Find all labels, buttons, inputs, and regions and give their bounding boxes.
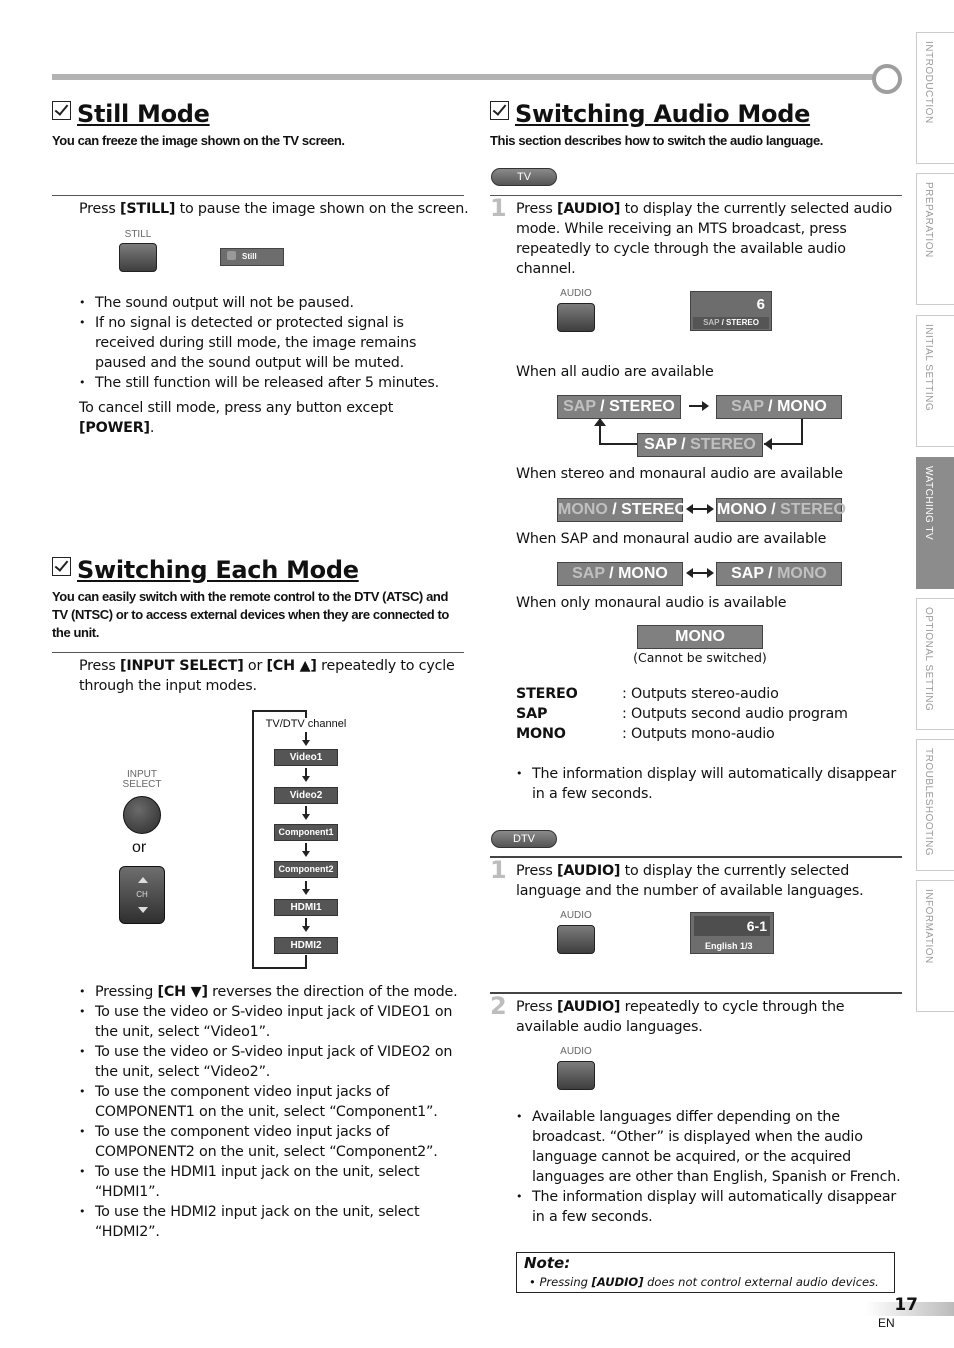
state-mono: MONO: [637, 625, 763, 649]
divider: [52, 652, 464, 653]
audio-button-label: AUDIO: [560, 288, 592, 299]
divider: [490, 195, 902, 196]
divider: [490, 992, 902, 994]
flow-arrow: [305, 732, 307, 740]
list-item: • The sound output will not be paused.: [79, 293, 464, 313]
flow-item-video2: Video2: [274, 787, 338, 804]
list-item: • Available languages differ depending on the broadcast. “Other” is displayed when the audio language cannot be acquired, or the acquired languages are other than English, Spanish or French.: [516, 1107, 901, 1187]
tab-watching-tv[interactable]: WATCHING TV: [916, 457, 954, 589]
tv-audio-osd: 6 SAP / STEREO: [690, 291, 772, 331]
step-number: 1: [490, 194, 507, 222]
list-item: • The information display will automatically disappear in a few seconds.: [516, 764, 901, 804]
definition-row: SAP : Outputs second audio program: [516, 706, 848, 722]
when-only-mono-label: When only monaural audio is available: [516, 595, 787, 611]
checkbox-icon: [52, 557, 71, 576]
arrow-right-icon: [702, 401, 709, 411]
page-number: 17: [894, 1295, 918, 1315]
list-item: • The still function will be released after 5 minutes.: [79, 373, 464, 393]
dtv-badge: DTV: [491, 830, 557, 848]
ch-up-icon: [138, 877, 148, 883]
note-text: • Pressing [AUDIO] does not control external audio devices.: [529, 1275, 879, 1289]
tab-preparation[interactable]: PREPARATION: [916, 173, 954, 305]
flow-arrow: [305, 843, 307, 851]
cycle-line: [599, 443, 637, 445]
state-sap-stereo: SAP / STEREO: [557, 395, 681, 419]
still-bullets: [79, 293, 464, 393]
checkbox-icon: [52, 101, 71, 120]
flow-arrow: [305, 881, 307, 889]
cannot-switch-note: (Cannot be switched): [633, 650, 767, 665]
tab-troubleshooting[interactable]: TROUBLESHOOTING: [916, 739, 954, 871]
still-instruction: Press [STILL] to pause the image shown on the screen.: [79, 201, 469, 217]
audio-button-icon: [557, 925, 595, 954]
definition-row: MONO : Outputs mono-audio: [516, 726, 775, 742]
list-item: • To use the component video input jacks of COMPONENT1 on the unit, select “Component1”.: [79, 1082, 464, 1122]
still-button-label: STILL: [124, 229, 152, 240]
flow-item-hdmi1: HDMI1: [274, 899, 338, 916]
flow-arrow: [305, 806, 307, 814]
list-item: • To use the HDMI2 input jack on the unit, select “HDMI2”.: [79, 1202, 464, 1242]
dtv-step2-text: Press [AUDIO] repeatedly to cycle through the available audio languages.: [516, 999, 845, 1035]
each-instruction: Press [INPUT SELECT] or [CH ▲] repeatedly to cycle through the input modes.: [79, 658, 455, 694]
arrow-down-icon: [302, 851, 310, 857]
list-item: • To use the video or S-video input jack of VIDEO2 on the unit, select “Video2”.: [79, 1042, 464, 1082]
tv-step-text: Press [AUDIO] to display the currently selected audio mode. While receiving an MTS broadcast, press repeatedly to cycle through the available audio channel.: [516, 201, 893, 277]
arrow-right-icon: [707, 568, 714, 578]
dtv-bullets: [516, 1107, 901, 1227]
audio-mode-subtitle: This section describes how to switch the audio language.: [490, 133, 823, 148]
arrow-left-icon: [686, 568, 693, 578]
still-button-icon: [119, 243, 157, 272]
arrow-down-icon: [302, 889, 310, 895]
when-stereo-mono-label: When stereo and monaural audio are available: [516, 466, 843, 482]
audio-button-icon: [557, 1061, 595, 1090]
tv-badge: TV: [491, 168, 557, 186]
checkbox-icon: [490, 101, 509, 120]
still-mode-subtitle: You can freeze the image shown on the TV screen.: [52, 133, 345, 148]
arrow-both-icon: [692, 508, 708, 510]
arrow-left-icon: [686, 504, 693, 514]
step-number: 1: [490, 856, 507, 884]
flow-arrow: [305, 768, 307, 776]
flow-return-line: [252, 710, 254, 969]
list-item: • The information display will automatically disappear in a few seconds.: [516, 1187, 901, 1227]
flow-start-label: TV/DTV channel: [265, 718, 347, 730]
flow-item-component1: Component1: [274, 824, 338, 841]
tab-information[interactable]: INFORMATION: [916, 880, 954, 1012]
arrow-down-icon: [302, 776, 310, 782]
flow-item-component2: Component2: [274, 861, 338, 878]
audio-button-label: AUDIO: [560, 910, 592, 921]
tv-info-bullet: [516, 764, 901, 804]
dtv-audio-osd: 6-1 English 1/3: [690, 912, 774, 954]
cycle-line: [801, 419, 803, 445]
divider: [52, 195, 464, 196]
note-box: [516, 1252, 895, 1293]
dtv-step1-text: Press [AUDIO] to display the currently selected language and the number of available languages.: [516, 863, 864, 899]
arrow-left-icon: [764, 438, 772, 450]
state-mono-stereo-dim: MONO / STEREO: [716, 498, 842, 522]
flow-connector: [305, 955, 307, 969]
when-sap-mono-label: When SAP and monaural audio are available: [516, 531, 827, 547]
switching-each-mode-heading: Switching Each Mode: [52, 556, 359, 584]
still-mode-heading: Still Mode: [52, 100, 210, 128]
divider: [490, 856, 902, 858]
arrow-down-icon: [302, 740, 310, 746]
flow-connector: [305, 710, 307, 718]
state-sap-stereo-dim: SAP / STEREO: [637, 433, 763, 457]
arrow-right-icon: [707, 504, 714, 514]
header-rule: [52, 74, 874, 80]
tab-initial-setting[interactable]: INITIAL SETTING: [916, 315, 954, 447]
pause-icon: [227, 251, 236, 260]
list-item: • To use the video or S-video input jack of VIDEO1 on the unit, select “Video1”.: [79, 1002, 464, 1042]
input-select-label: INPUT SELECT: [122, 769, 162, 790]
definition-row: STEREO : Outputs stereo-audio: [516, 686, 779, 702]
list-item: • To use the component video input jacks of COMPONENT2 on the unit, select “Component2”.: [79, 1122, 464, 1162]
switching-audio-mode-heading: Switching Audio Mode: [490, 100, 810, 128]
state-sap-mono-2: SAP / MONO: [557, 562, 683, 586]
tab-introduction[interactable]: INTRODUCTION: [916, 32, 954, 164]
list-item: • Pressing [CH ▼] reverses the direction of the mode.: [79, 982, 464, 1002]
flow-arrow: [305, 918, 307, 926]
state-sap-mono-dim: SAP / MONO: [716, 562, 842, 586]
audio-definitions: [516, 684, 906, 744]
ch-down-icon: [138, 907, 148, 913]
state-sap-mono: SAP / MONO: [716, 395, 842, 419]
tab-optional-setting[interactable]: OPTIONAL SETTING: [916, 598, 954, 730]
still-cancel-note: To cancel still mode, press any button except [POWER].: [79, 400, 394, 436]
list-item: • If no signal is detected or protected signal is received during still mode, the image remains paused and the sound output will be muted.: [79, 313, 464, 373]
state-mono-stereo: MONO / STEREO: [557, 498, 683, 522]
arrow-right-icon: [689, 405, 703, 407]
step-number: 2: [490, 992, 507, 1020]
each-mode-subtitle: You can easily switch with the remote control to the DTV (ATSC) and TV (NTSC) or to access external devices when they are connected to the unit.: [52, 589, 449, 640]
note-title: Note:: [524, 1254, 571, 1272]
flow-return-line-top: [252, 710, 306, 712]
or-text: or: [132, 839, 147, 856]
flow-item-hdmi2: HDMI2: [274, 937, 338, 954]
arrow-down-icon: [302, 814, 310, 820]
input-select-button-icon: [123, 796, 161, 834]
list-item: • To use the HDMI1 input jack on the unit, select “HDMI1”.: [79, 1162, 464, 1202]
ch-label: CH: [136, 890, 148, 899]
arrow-up-icon: [594, 418, 606, 426]
channel-rocker-icon: [119, 866, 165, 924]
page-language: EN: [878, 1316, 895, 1330]
still-osd: Still: [220, 248, 284, 266]
arrow-both-icon: [692, 572, 708, 574]
arrow-down-icon: [302, 926, 310, 932]
audio-button-label: AUDIO: [560, 1046, 592, 1057]
when-all-label: When all audio are available: [516, 364, 714, 380]
audio-button-icon: [557, 303, 595, 332]
each-bullets: [79, 982, 464, 1242]
flow-return-line-bottom: [252, 967, 306, 969]
flow-item-video1: Video1: [274, 749, 338, 766]
header-circle: [872, 64, 902, 94]
